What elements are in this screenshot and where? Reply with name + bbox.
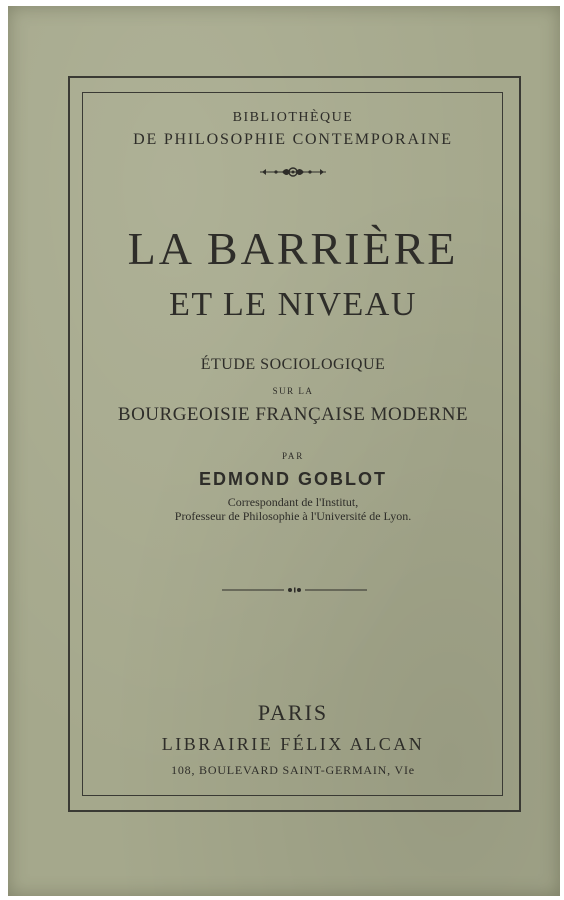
- author-affiliation1: Correspondant de l'Institut,: [227, 495, 359, 509]
- subtitle-line2: SUR LA: [272, 386, 314, 396]
- author-affiliation2: Professeur de Philosophie à l'Université de Lyon.: [174, 509, 412, 523]
- imprint-address: 108, BOULEVARD SAINT-GERMAIN, VIe: [171, 763, 415, 777]
- subtitle-line3: BOURGEOISIE FRANÇAISE MODERNE: [117, 404, 469, 425]
- floral-ornament-icon: [258, 162, 328, 182]
- imprint-publisher: LIBRAIRIE FÉLIX ALCAN: [161, 734, 425, 754]
- imprint-city: PARIS: [257, 700, 329, 725]
- series-name-line1: BIBLIOTHÈQUE: [232, 110, 354, 125]
- title-line2: ET LE NIVEAU: [169, 286, 417, 323]
- rule-divider-icon: [222, 584, 367, 596]
- subtitle-line1: ÉTUDE SOCIOLOGIQUE: [200, 356, 386, 373]
- author-name: EDMOND GOBLOT: [199, 469, 387, 489]
- author-by: PAR: [281, 451, 305, 461]
- series-name-line2: DE PHILOSOPHIE CONTEMPORAINE: [133, 131, 453, 148]
- inner-border-frame: [82, 92, 503, 796]
- title-line1: LA BARRIÈRE: [127, 223, 459, 274]
